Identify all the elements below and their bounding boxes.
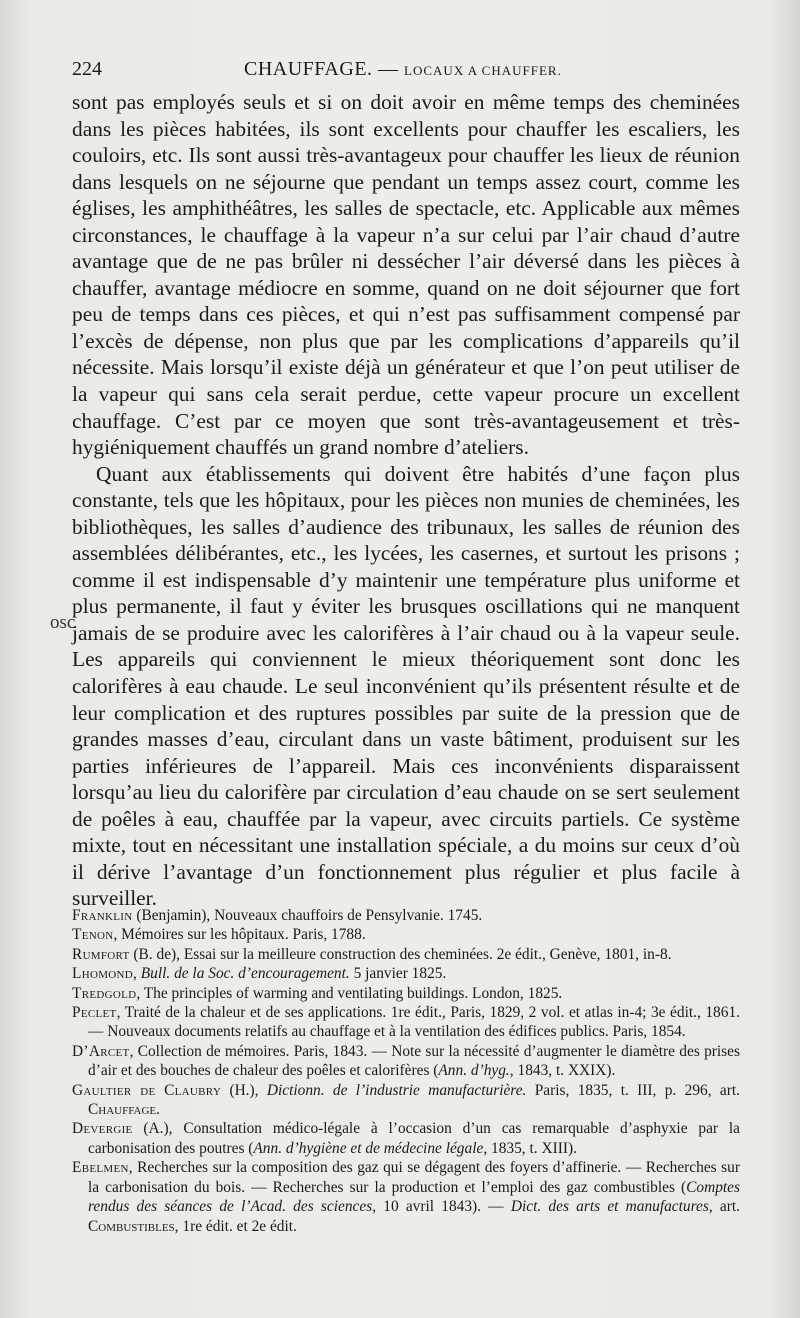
reference-text: , Collection de mémoires. Paris, 1843. — Note sur la nécessité d’augmenter le diamètre des prises d’air et des bouches de chaleur des poêles et calorifères ( [88,1042,740,1080]
reference-text: , 1843, t. XXIX). [509,1062,616,1080]
chapter-title: CHAUFFAGE. [244,58,373,80]
reference-author: Lhomond [72,965,134,983]
reference-author: Peclet [72,1004,117,1022]
reference-text: . [156,1101,160,1119]
reference-author: Devergie [72,1120,133,1138]
running-header [72,58,740,86]
reference-text: Comptes rendus des séances de l’Acad. des sciences [88,1178,740,1216]
reference-author: Franklin [72,907,133,924]
reference-author: Gaultier de Claubry [72,1081,222,1099]
reference-text: , Traité de la chaleur et de ses applications. 1re édit., Paris, 1829, 2 vol. et atlas in-4; 3e édit., 1861. — Nouveaux documents relatifs au chauffage et à la ventilation des édifices publics. Paris, 1854. [88,1004,740,1041]
reference-entry [72,1003,740,1042]
reference-text: , The principles of warming and ventilating buildings. London, 1825. [136,984,563,1002]
reference-text: , 10 avril 1843). — [372,1198,511,1216]
running-title [244,58,562,81]
reference-text: Ann. d’hyg. [438,1062,510,1080]
reference-text: Chauffage [88,1101,157,1119]
reference-author: Tredgold [72,984,137,1002]
reference-text: Combustibles [88,1217,175,1235]
reference-text: Dict. des arts et manufactures [510,1198,709,1216]
reference-entry [72,1119,740,1158]
reference-entry [72,925,740,944]
reference-text: , Mémoires sur les hôpitaux. Paris, 1788. [113,926,366,944]
paragraph: Quant aux établissements qui doivent être habités d’une façon plus constante, tels que les hôpitaux, pour les pièces non munies de cheminées, les bibliothèques, les salles d’audience des tribunaux, les salles de réunion des assemblées délibérantes, etc., les lycées, les casernes, et surtout les prisons ; comme il est indispensable d’y maintenir une température plus uniforme et plus permanente, il faut y éviter les brusques oscillations qui ne manquent jamais de se produire avec les calorifères à l’air chaud ou à la vapeur seule. Les appareils qui conviennent le mieux théoriquement sont donc les calorifères à eau chaude. Le seul inconvénient qu’ils présentent résulte et de leur complication et des ruptures possibles par suite de la pression que de grandes masses d’eau, circulant dans un vaste bâtiment, produisent sur les parties inférieures de l’appareil. Mais ces inconvénients disparaissent lorsqu’au lieu du calorifère par circulation d’eau chaude on se sert seulement de poêles à eau, chauffée par la vapeur, avec circuits partiels. Ce système mixte, tout en nécessitant une installation spéciale, a du moins sur ceux d’où il dérive l’avantage d’un fonctionnement plus régulier et plus facile à surveiller. [72,461,740,911]
reference-entry [72,984,740,1003]
reference-text: (H.), [221,1081,267,1099]
reference-entry [72,906,740,925]
reference-text: , art. [708,1198,741,1216]
reference-text: Paris, 1835, t. III, p. 296, art. [526,1081,740,1099]
reference-text: Ann. d’hygiène et de médecine légale [253,1139,484,1157]
reference-text: (A.), Consultation médico-légale à l’occasion d’un cas remarquable d’asphyxie par la carbonisation des poutres ( [88,1120,740,1157]
reference-entry [72,964,740,983]
reference-entry [72,1158,740,1236]
margin-note: osc [50,612,76,633]
title-separator: — [372,58,405,80]
reference-text: Bull. de la Soc. d’encouragement. [140,965,350,983]
reference-entry [72,1081,740,1120]
section-subtitle: LOCAUX A CHAUFFER. [404,63,562,78]
main-text [72,89,740,912]
bibliography [72,906,740,1236]
reference-text: , 1835, t. XIII). [483,1139,577,1157]
reference-text: (Benjamin), Nouveaux chauffoirs de Pensylvanie. 1745. [132,907,483,924]
page-number: 224 [72,58,102,80]
reference-entry [72,945,740,964]
reference-entry [72,1042,740,1081]
reference-text: 5 janvier 1825. [349,965,447,983]
reference-text: , [133,965,141,983]
reference-author: Tenon [72,926,114,944]
paragraph: sont pas employés seuls et si on doit avoir en même temps des cheminées dans les pièces habitées, ils sont excellents pour chauffer les escaliers, les couloirs, etc. Ils sont aussi très-avantageux pour chauffer les lieux de réunion dans lesquels on ne séjourne que pendant un temps assez court, comme les églises, les amphithéâtres, les salles de spectacle, etc. Applicable aux mêmes circonstances, le chauffage à la vapeur n’a sur celui par l’air chaud d’autre avantage que de ne pas brûler ni dessécher l’air déversé dans les pièces à chauffer, avantage médiocre en somme, quand on ne doit séjourner que fort peu de temps dans ces pièces, et qui n’est pas suffisamment compensé par l’excès de dépense, non plus que par les complications d’appareils qu’il nécessite. Mais lorsqu’il existe déjà un générateur et que l’on peut utiliser de la vapeur qui sans cela serait perdue, cette vapeur procure un excellent chauffage. C’est par ce moyen que sont très-avantageusement et très-hygiéniquement chauffés un grand nombre d’ateliers. [72,90,740,460]
reference-author: D’Arcet [72,1042,130,1060]
reference-text: , Recherches sur la composition des gaz qui se dégagent des foyers d’affinerie. — Recherches sur la carbonisation du bois. — Recherches sur la production et l’emploi des gaz combustibles ( [88,1159,740,1196]
reference-text: (B. de), Essai sur la meilleure construction des cheminées. 2e édit., Genève, 1801, in-8. [129,945,672,963]
reference-text: , 1re édit. et 2e édit. [174,1217,297,1235]
reference-author: Ebelmen [72,1159,129,1177]
reference-text: Dictionn. de l’industrie manufacturière. [266,1081,527,1099]
reference-author: Rumfort [72,945,130,963]
